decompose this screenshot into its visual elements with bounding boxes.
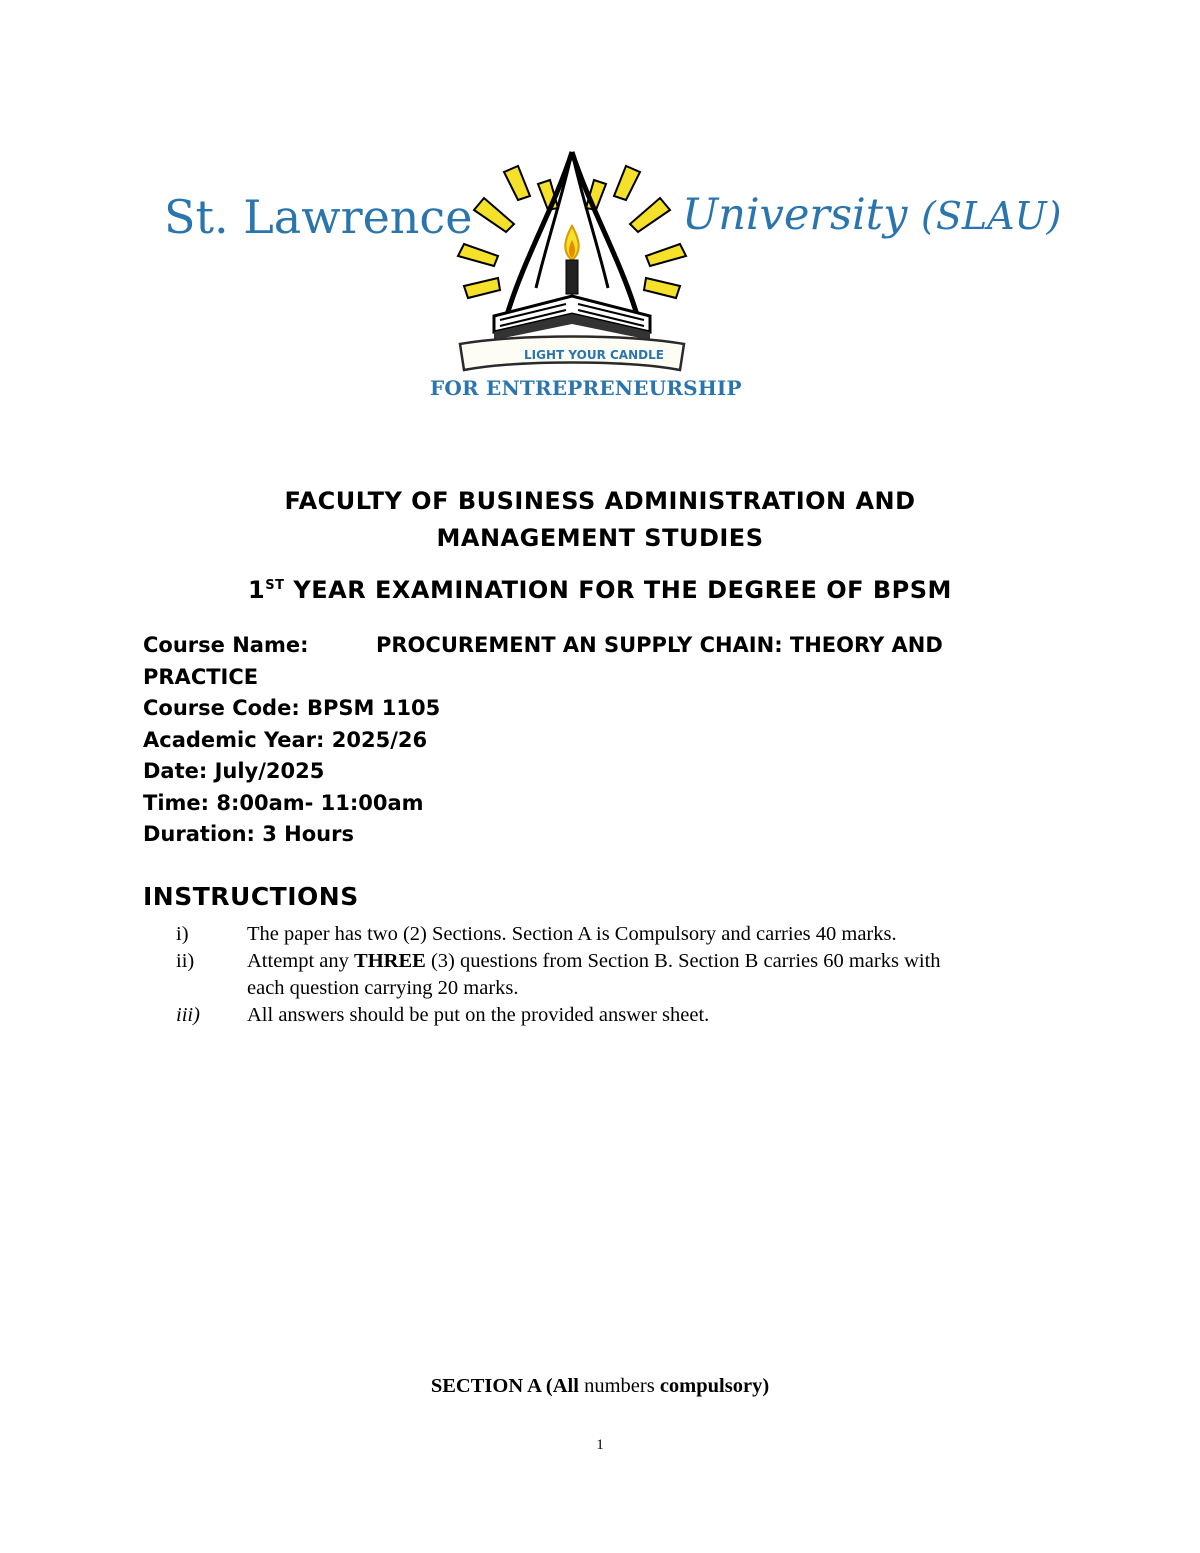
- academic-year: Academic Year: 2025/26: [143, 727, 428, 752]
- instruction-text-line2: each question carrying 20 marks.: [247, 977, 519, 999]
- course-name-row: [143, 630, 1043, 662]
- course-name-continued: PRACTICE: [143, 664, 259, 689]
- university-logo: [160, 148, 1062, 410]
- exam-duration: Duration: 3 Hours: [143, 822, 354, 846]
- logo-text-for-entrepreneurship: FOR ENTREPRENEURSHIP: [430, 376, 742, 400]
- logo-text-university: [682, 190, 1061, 240]
- exam-title: [0, 576, 1200, 604]
- logo-text-st-lawrence: St. Lawrence: [164, 190, 473, 244]
- instruction-text: The paper has two (2) Sections. Section A is Compulsory and carries 40 marks.: [247, 923, 897, 945]
- section-a-bold-1: SECTION A (All: [430, 1375, 579, 1397]
- instructions-list: [176, 921, 1076, 1029]
- faculty-line-1: FACULTY OF BUSINESS ADMINISTRATION AND: [284, 487, 916, 515]
- section-a-bold-2: compulsory): [659, 1375, 770, 1397]
- logo-ribbon-text: LIGHT YOUR CANDLE: [524, 348, 664, 362]
- exam-title-prefix: 1: [248, 576, 266, 604]
- instruction-number: ii): [176, 950, 195, 972]
- logo-text-slau: (SLAU): [921, 194, 1062, 238]
- exam-date: Date: July/2025: [143, 759, 325, 783]
- section-a-normal: numbers: [578, 1375, 660, 1397]
- candle-book-emblem-icon: [454, 148, 690, 380]
- course-name-label: Course Name:: [143, 633, 309, 657]
- exam-title-sup: ST: [265, 578, 285, 593]
- course-details: [143, 630, 1043, 851]
- logo-text-university-word: University: [682, 190, 908, 240]
- instruction-text: All answers should be put on the provided answer sheet.: [247, 1004, 710, 1026]
- faculty-line-2: MANAGEMENT STUDIES: [436, 524, 764, 552]
- instruction-number: i): [176, 923, 189, 945]
- page-number: 1: [596, 1437, 604, 1453]
- section-a-heading: [0, 1375, 1200, 1398]
- faculty-heading: [0, 483, 1200, 557]
- exam-time: Time: 8:00am- 11:00am: [143, 790, 424, 815]
- instructions-title: INSTRUCTIONS: [143, 882, 359, 911]
- instruction-text-bold: THREE: [354, 950, 426, 972]
- instruction-text-before: Attempt any: [247, 950, 355, 972]
- course-name-value: PROCUREMENT AN SUPPLY CHAIN: THEORY AND: [376, 633, 943, 657]
- instruction-number: iii): [176, 1004, 200, 1026]
- instruction-item: [176, 921, 1076, 948]
- instruction-item: [176, 1002, 1076, 1029]
- course-code: Course Code: BPSM 1105: [143, 696, 441, 720]
- instruction-item: [176, 948, 1076, 1002]
- instruction-text-after: (3) questions from Section B. Section B carries 60 marks with: [425, 950, 941, 972]
- exam-title-rest: YEAR EXAMINATION FOR THE DEGREE OF BPSM: [284, 576, 952, 604]
